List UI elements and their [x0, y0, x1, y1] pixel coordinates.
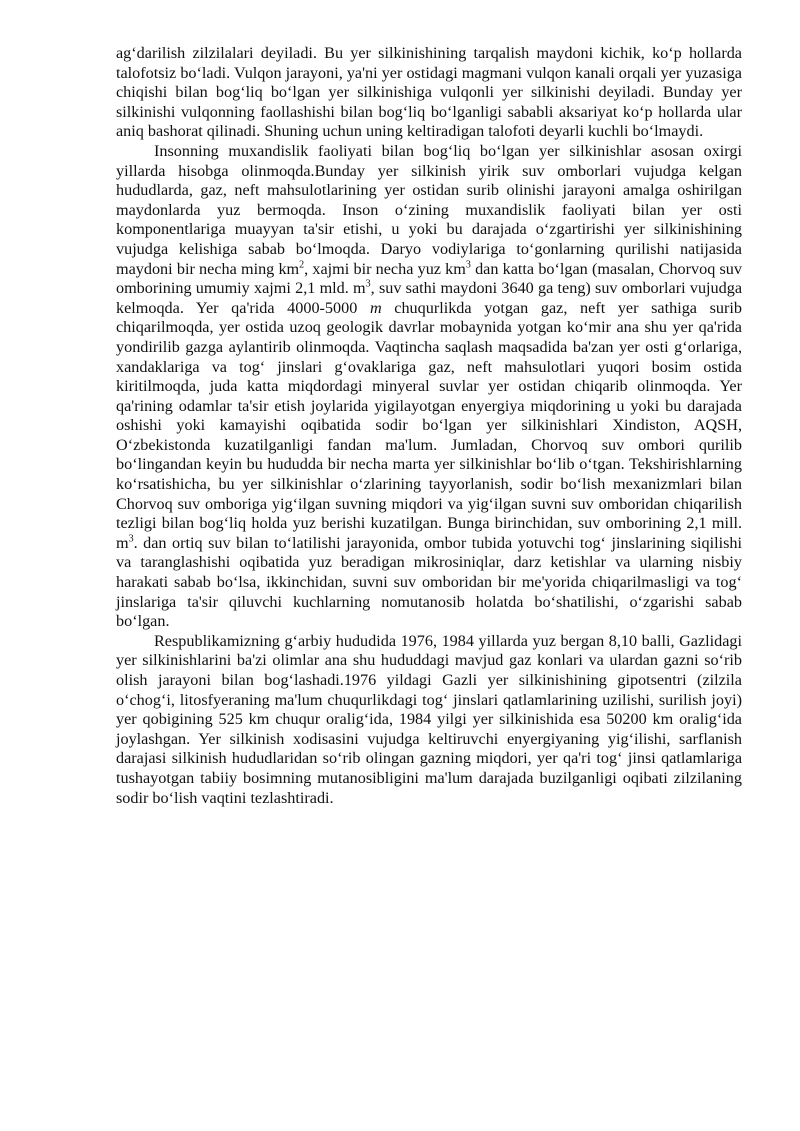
text-run: , suv sathi maydoni 3640 ga teng) suv omborlari vujudga kelmoqda. Yer qa'rida 4000-5000 — [116, 279, 743, 317]
text-run: . dan ortiq suv bilan to‘latilishi jarayonida, ombor tubida yotuvchi tog‘ jinslarining siqilishi va taranglashishi oqibatida yuz beradigan mikrosiniqlar, darz ketishlar va ularning nisbiy harakati sabab bo‘lsa, ikkinchidan, suvni suv omboridan bir me'yorida chiqarilmasligi va tog‘ jinslariga ta'sir qiluvchi kuchlarning nomutanosib holatda bo‘shatilishi, o‘zgarishi sabab bo‘lgan. — [116, 533, 742, 631]
text-run: , xajmi bir necha yuz km — [304, 259, 466, 278]
superscript: 2 — [299, 259, 305, 271]
text-run: chuqurlikda yotgan gaz, neft yer sathiga surib chiqarilmoqda, yer ostida uzoq geologik davrlar mobaynida yotgan ko‘mir ana shu yer qa'rida yondirilib gazga aylantirib olinmoqda. Vaqtincha saqlash maqsadida ba'zan yer osti g‘orlariga, xandaklariga va tog‘ jinslari g‘ovaklariga gaz, neft mahsulotlari yuqori bosim ostida kiritilmoqda, juda katta miqdordagi minyeral suvlar yer ostidan chiqarib olinmoqda. Yer qa'rining odamlar ta'sir etish joylarida yigilayotgan enyergiya miqdorining u yoki bu darajada oshishi yoki kamayishi oqibatida sodir bo‘lgan yer silkinishlari Xindiston, AQSH, O‘zbekistonda kuzatilganligi fandan ma'lum. Jumladan, Chorvoq suv ombori qurilib bo‘lingandan keyin bu hududda bir necha marta yer silkinishlar bo‘lib o‘tgan. Tekshirishlarning ko‘rsatishicha, bu yer silkinishlar o‘zlarining tayyorlanish, sodir bo‘lish mexanizmlari bilan Chorvoq suv omboriga yig‘ilgan suvning miqdori va yig‘ilgan suvni suv omboridan chiqarilish tezligi bilan bog‘liq holda yuz berishi kuzatilgan. Bunga birinchidan, suv omborining 2,1 mill. m — [116, 298, 742, 552]
text-run: Insonning muxandislik faoliyati bilan bog‘liq bo‘lgan yer silkinishlar asosan oxirgi yillarda hisobga olinmoqda.Bunday yer silkinish yirik suv omborlari vujudga kelgan hududlarda, gaz, neft mahsulotlarining yer ostidan surib olinishi jarayoni amalga oshirilgan maydonlarda yuz bermoqda. Inson o‘zining muxandislik faoliyati bilan yer osti komponentlariga muayyan ta'sir etishi, u yoki bu darajada o‘zgartirishi yer silkinishining vujudga kelishiga sabab bo‘lmoqda. Daryo vodiylariga to‘gonlarning qurilishi natijasida maydoni bir necha ming km — [116, 141, 742, 278]
italic-unit: m — [369, 298, 382, 317]
superscript: 3 — [465, 259, 471, 271]
paragraph-volcanic-earthquakes: ag‘darilish zilzilalari deyiladi. Bu yer silkinishining tarqalish maydoni kichik, ko‘p hollarda talofotsiz bo‘ladi. Vulqon jarayoni, ya'ni yer ostidagi magmani vulqon kanali orqali yer yuzasiga chiqishi bilan bog‘liq bo‘lgan yer silkinishiga vulqonli yer silkinishi deyiladi. Bunday yer silkinishi vulqonning faollashishi bilan bog‘liq bo‘lganligi sababli aksariyat ko‘p hollarda ular aniq bashorat qilinadi. Shuning uchun uning keltiradigan talofoti deyarli kuchli bo‘lmaydi. — [116, 44, 742, 141]
text-run: dan katta bo‘lgan (masalan, Chorvoq suv omborining umumiy xajmi 2,1 mld. m — [116, 259, 742, 298]
superscript: 3 — [128, 533, 134, 545]
superscript: 3 — [365, 278, 371, 290]
paragraph-gazli-earthquakes: Respublikamizning g‘arbiy hududida 1976, 1984 yillarda yuz bergan 8,10 balli, Gazlidagi yer silkinishlarini ba'zi olimlar ana shu hududdagi mavjud gaz konlari va ulardan gazni so‘rib olish jarayoni bilan bog‘lashadi.1976 yildagi Gazli yer silkinishining gipotsentri (zilzila o‘chog‘i, litosfyeraning ma'lum chuqurlikdagi tog‘ jinslari qatlamlarining uzilishi, surilish joyi) yer qobigining 525 km chuqur oralig‘ida, 1984 yilgi yer silkinishida esa 50200 km oralig‘ida joylashgan. Yer silkinish xodisasini vujudga keltiruvchi enyergiyaning yig‘ilishi, sarflanish darajasi silkinish hududlaridan so‘rib olingan gazning miqdori, yer qa'ri tog‘ jinsi qatlamlariga tushayotgan tabiiy bosimning mutanosibligini ma'lum darajada buzilganligi oqibati zilzilaning sodir bo‘lish vaqtini tezlashtiradi. — [116, 631, 742, 807]
paragraph-engineering-earthquakes — [116, 142, 742, 632]
